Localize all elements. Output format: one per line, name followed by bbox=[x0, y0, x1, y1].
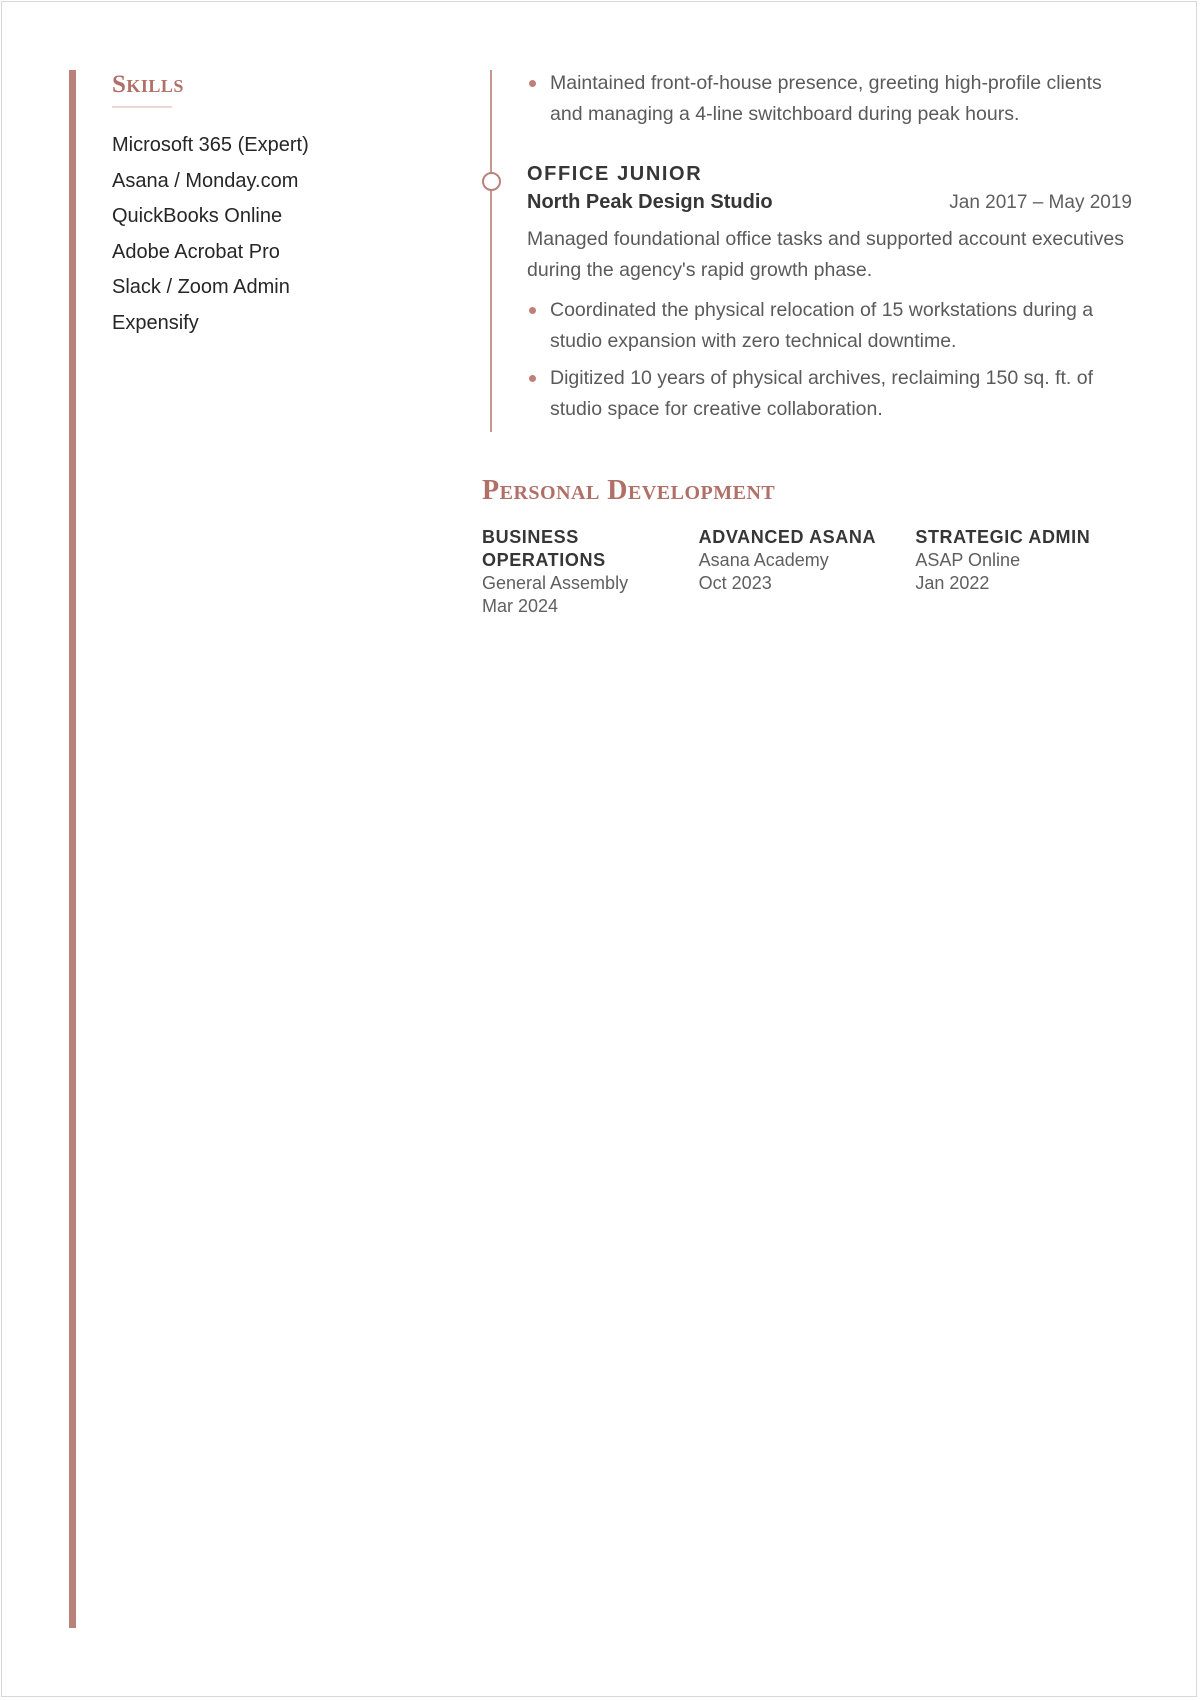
course-title: BUSINESS OPERATIONS bbox=[482, 526, 606, 570]
course-date: Oct 2023 bbox=[698, 572, 772, 593]
bullet-icon bbox=[529, 375, 536, 382]
skill-item: Microsoft 365 (Expert) bbox=[112, 134, 309, 156]
course-card bbox=[915, 526, 1132, 618]
skill-item: Slack / Zoom Admin bbox=[112, 276, 290, 298]
bullet-icon bbox=[529, 80, 536, 87]
skill-item: Adobe Acrobat Pro bbox=[112, 240, 280, 263]
bullet-icon bbox=[529, 307, 536, 314]
course-provider: General Assembly bbox=[482, 572, 629, 593]
job-summary: Managed foundational office tasks and supported account executives during the agency's rapid growth phase. bbox=[527, 228, 1124, 281]
accent-bar bbox=[69, 70, 76, 1628]
course-date: Jan 2022 bbox=[915, 572, 990, 593]
job-entry bbox=[527, 161, 1132, 424]
personal-development-grid bbox=[482, 526, 1132, 618]
previous-job-bullets bbox=[527, 68, 1132, 129]
course-date: Mar 2024 bbox=[482, 595, 559, 616]
timeline-line bbox=[490, 70, 492, 432]
course-provider: Asana Academy bbox=[698, 549, 829, 570]
bullet-text: Maintained front-of-house presence, greeting high-profile clients and managing a 4-line switchboard during peak hours. bbox=[550, 72, 1102, 125]
course-card bbox=[699, 526, 916, 618]
skills-list bbox=[112, 128, 442, 341]
personal-development-section bbox=[482, 474, 1132, 618]
job-bullets bbox=[527, 295, 1132, 424]
course-provider: ASAP Online bbox=[915, 549, 1021, 570]
course-title: STRATEGIC ADMIN bbox=[915, 526, 1091, 547]
course-card bbox=[482, 526, 699, 618]
skill-item: Expensify bbox=[112, 311, 199, 334]
bullet-item bbox=[527, 295, 1132, 356]
skill-item: Asana / Monday.com bbox=[112, 169, 299, 192]
skills-underline bbox=[112, 106, 172, 108]
bullet-text: Digitized 10 years of physical archives, reclaiming 150 sq. ft. of studio space for creative collaboration. bbox=[550, 367, 1094, 420]
bullet-text: Coordinated the physical relocation of 15 workstations during a studio expansion with zero technical downtime. bbox=[550, 299, 1094, 352]
skill-item: QuickBooks Online bbox=[112, 205, 283, 227]
skills-heading: Skills bbox=[112, 71, 184, 98]
job-title: OFFICE JUNIOR bbox=[527, 163, 703, 185]
main-content bbox=[482, 60, 1132, 618]
job-dates: Jan 2017 – May 2019 bbox=[949, 192, 1132, 213]
experience-timeline bbox=[482, 60, 1132, 424]
bullet-item bbox=[527, 363, 1132, 424]
personal-development-heading: Personal Development bbox=[482, 475, 776, 506]
bullet-item bbox=[527, 68, 1132, 129]
course-title: ADVANCED ASANA bbox=[698, 526, 877, 547]
job-company: North Peak Design Studio bbox=[527, 191, 773, 213]
timeline-dot-icon bbox=[482, 172, 501, 191]
job-meta-row bbox=[527, 191, 1132, 214]
sidebar bbox=[112, 70, 442, 341]
